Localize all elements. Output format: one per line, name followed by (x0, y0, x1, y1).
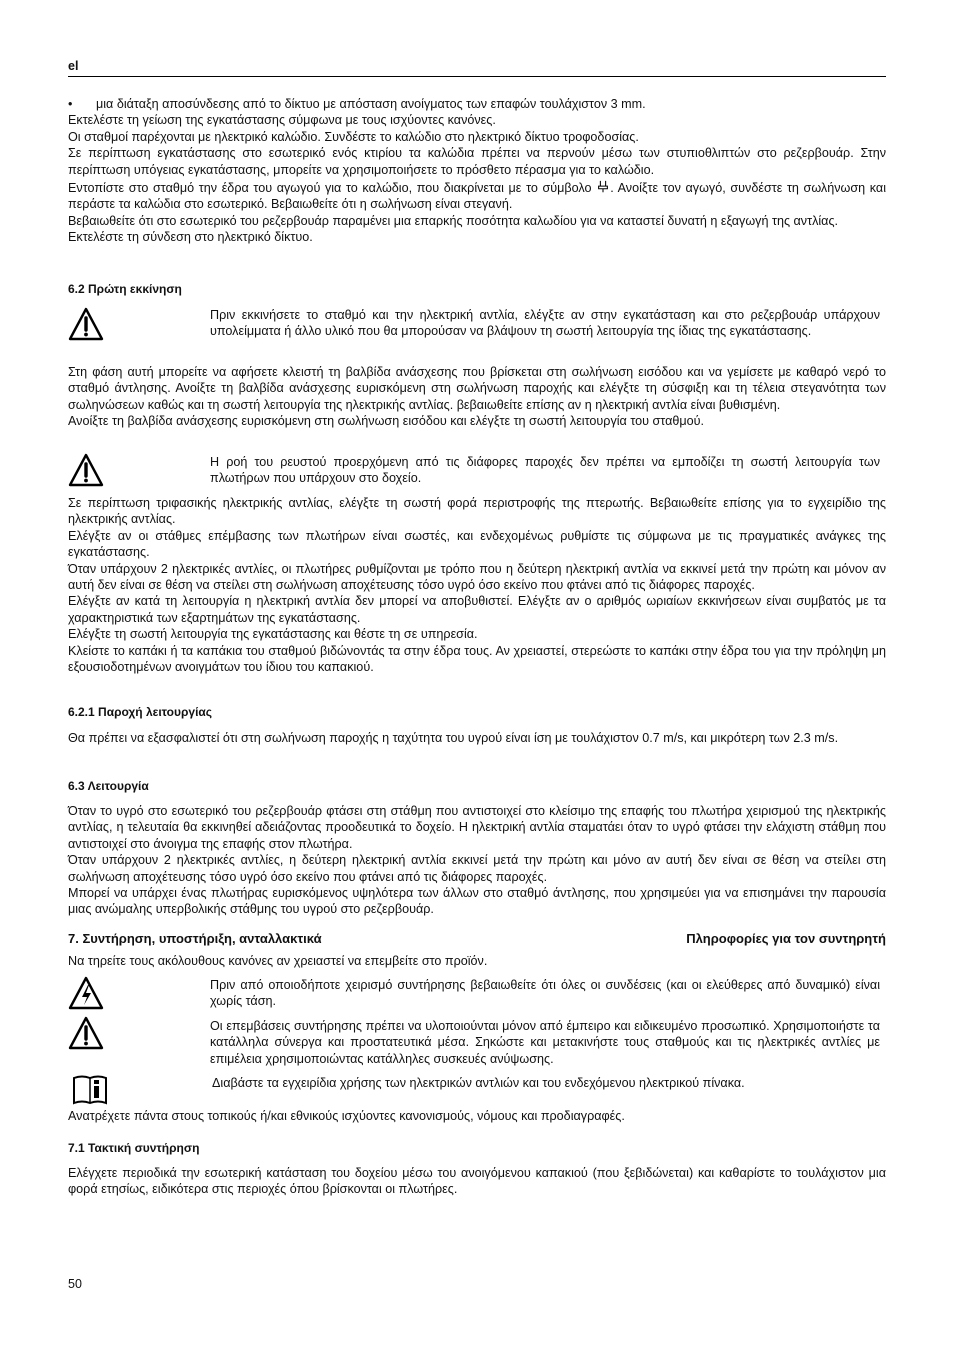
section-body (68, 730, 886, 746)
paragraph: Ελέγξτε αν κατά τη λειτουργία η ηλεκτρική αντλία δεν μπορεί να αποβυθιστεί. Ελέγξτε αν ο αριθμός ωριαίων εκκινήσεων είναι συμβατός με τα χαρακτηριστικά των εξαρτημάτων της εγκατάστασης. (68, 594, 886, 625)
section-heading (68, 704, 886, 720)
paragraph: Όταν το υγρό στο εσωτερικό του ρεζερβουάρ φτάσει στη στάθμη που αντιστοιχεί στο κλείσιμο της επαφής του πλωτήρα χειρισμού της ηλεκτρικής αντλίας, η τελευταία θα εκκινηθεί αδειάζοντας προοδευτικά το δοχείο. Η ηλεκτρική αντλία σταματάει όταν το υγρό φτάσει την ελάχιστη στάθμη που αντιστοιχεί στο άνοιγμα της επαφής στον πλωτήρα. (68, 804, 886, 851)
paragraph: Σε περίπτωση τριφασικής ηλεκτρικής αντλίας, ελέγξτε τη σωστή φορά περιστροφής της πτερωτής. Βεβαιωθείτε επίσης για το εγχειρίδιο της ηλεκτρικής αντλίας. (68, 496, 886, 527)
list-item: • μια διάταξη αποσύνδεσης από το δίκτυο με απόσταση ανοίγματος των επαφών τουλάχιστον 3 mm. (68, 97, 646, 111)
intro-section (68, 96, 886, 246)
paragraph: Να τηρείτε τους ακόλουθους κανόνες αν χρειαστεί να επεμβείτε στο προϊόν. (68, 954, 488, 968)
cable-conduit-icon (596, 180, 610, 194)
paragraph: Μπορεί να υπάρχει ένας πλωτήρας ευρισκόμενος υψηλότερα των άλλων στο σταθμό άντλησης, που χρησιμεύει για να επισημάνει την παρουσία μιας ανώμαλης υπερβολικής στάθμης του υγρού στο ρεζερβουάρ. (68, 886, 886, 917)
section-title-7-1: 7.1 Τακτική συντήρηση (68, 1141, 200, 1155)
info-block (68, 1074, 886, 1106)
paragraph: Εκτελέστε τη γείωση της εγκατάστασης σύμφωνα με τους ισχύοντες κανόνες. (68, 113, 496, 128)
paragraph: Θα πρέπει να εξασφαλιστεί ότι στη σωλήνωση παροχής η ταχύτητα του υγρού είναι ίση με τουλάχιστον 0.7 m/s, και μικρότερη των 2.3 m/s. (68, 731, 839, 745)
bullet-text: μια διάταξη αποσύνδεσης από το δίκτυο με απόσταση ανοίγματος των επαφών τουλάχιστον 3 mm. (96, 97, 646, 111)
paragraph: Ανατρέχετε πάντα στους τοπικούς ή/και εθνικούς ισχύοντες κανονισμούς, νόμους και προδιαγραφές. (68, 1109, 625, 1123)
header-rule (68, 76, 886, 77)
paragraph: Βεβαιωθείτε ότι στο εσωτερικό του ρεζερβουάρ παραμένει μια επαρκής ποσότητα καλωδίου για να καταστεί δυνατή η εξαγωγή της αντλίας. (68, 213, 839, 228)
warning-triangle-icon (68, 453, 104, 487)
warning-block (68, 453, 886, 489)
section-heading (68, 281, 886, 297)
warning-text: Η ροή του ρευστού προερχόμενη από τις διάφορες παροχές δεν πρέπει να εμποδίζει τη σωστή λειτουργία των πλωτήρων που υπάρχουν στο δοχείο. (210, 455, 880, 486)
section-body (68, 364, 886, 430)
section-body (68, 803, 886, 918)
warning-block (68, 1016, 886, 1068)
paragraph: Ελέγξτε αν οι στάθμες επέμβασης των πλωτήρων είναι σωστές, και ενδεχομένως ρυθμίστε τις σύμφωνα με τις πραγματικές ανάγκες της εγκατάστασης. (68, 528, 886, 560)
manual-info-icon (72, 1074, 108, 1106)
paragraph: Σε περίπτωση εγκατάστασης στο εσωτερικό ενός κτιρίου τα καλώδια πρέπει να περνούν μέσω των στυπιοθλιπτών στο ρεζερβουάρ. Στην περίπτωση υπόγειας εγκατάστασης, μπορείτε να χρησιμοποιήσετε το πρόσθετο πέρασμα για το καλώδιο. (68, 146, 886, 177)
chapter-title: 7. Συντήρηση, υποστήριξη, ανταλλακτικά (68, 931, 322, 946)
warning-triangle-icon (68, 1016, 104, 1050)
paragraph: Οι σταθμοί παρέχονται με ηλεκτρικό καλώδιο. Συνδέστε το καλώδιο στο ηλεκτρικό δίκτυο τροφοδοσίας. (68, 129, 639, 144)
paragraph: Κλείστε το καπάκι ή τα καπάκια του σταθμού βιδώνοντάς τα στην έδρα τους. Αν χρειαστεί, στερεώστε το καπάκι στην έδρα του για την πρόληψη μη εξουσιοδοτημένων ανοιγμάτων του ίδιου του καπακιού. (68, 643, 886, 675)
section-body (68, 1165, 886, 1198)
paragraph: Στη φάση αυτή μπορείτε να αφήσετε κλειστή τη βαλβίδα ανάσχεσης που βρίσκεται στη σωλήνωση εισόδου και να γεμίσετε με καθαρό νερό το σταθμό άντλησης. Ανοίξτε τη βαλβίδα ανάσχεσης ευρισκόμενη στη σωλήνωση παροχής και ελέγξτε τη σύσφιξη και τη τέλεια στεγανότητα των σωληνώσεων καθώς και τη σωστή λειτουργία της ηλεκτρικής αντλίας. βεβαιωθείτε επίσης αν η ηλεκτρική αντλία είναι βυθισμένη. (68, 365, 886, 412)
section-title-6-2-1: 6.2.1 Παροχή λειτουργίας (68, 705, 213, 719)
section-body (68, 495, 886, 675)
section-heading (68, 1140, 886, 1156)
warning-text: Πριν εκκινήσετε το σταθμό και την ηλεκτρική αντλία, ελέγξτε αν στην εγκατάσταση και στο ρεζερβουάρ υπάρχουν υπολείμματα ή άλλο υλικό που θα μπορούσαν να βλάψουν τη σωστή λειτουργία της ίδιας της εγκατάστασης. (210, 308, 880, 339)
page-number: 50 (68, 1277, 82, 1291)
warning-text: Πριν από οποιοδήποτε χειρισμό συντήρησης βεβαιωθείτε ότι όλες οι συνδέσεις (και οι ελεύθερες από δυναμικό) είναι χωρίς τάση. (210, 978, 880, 1009)
info-text: Διαβάστε τα εγχειρίδια χρήσης των ηλεκτρικών αντλιών και του ενδεχόμενου ηλεκτρικού πίνακα. (212, 1076, 745, 1090)
language-code: el (68, 59, 79, 73)
paragraph: Εντοπίστε στο σταθμό την έδρα του αγωγού για το καλώδιο, που διακρίνεται με το σύμβολο . Ανοίξτε τον αγωγό, συνδέστε τη σωλήνωση και περάστε τα καλώδια στο εσωτερικό. Βεβαιωθείτε ότι η σωλήνωση είναι στεγανή. (68, 181, 886, 212)
chapter-audience: Πληροφορίες για τον συντηρητή (686, 931, 886, 946)
warning-triangle-icon (68, 307, 104, 341)
electrical-hazard-icon (68, 976, 104, 1010)
chapter-heading (68, 931, 886, 947)
section-body (68, 1108, 886, 1124)
paragraph: Ανοίξτε τη βαλβίδα ανάσχεσης ευρισκόμενη στη σωλήνωση εισόδου και ελέγξτε τη σωστή λειτουργία του σταθμού. (68, 414, 705, 429)
electrical-warning-block (68, 976, 886, 1012)
warning-text: Οι επεμβάσεις συντήρησης πρέπει να υλοποιούνται μόνον από έμπειρο και ειδικευμένο προσωπικό. Χρησιμοποιήστε τα κατάλληλα σύνεργα και προστατευτικά μέσα. Σηκώστε και μετακινήστε τους σταθμούς και τις ηλεκτρικές αντλίες με επιμέλεια χρησιμοποιώντας κατάλληλες συσκευές ανύψωσης. (210, 1019, 880, 1066)
warning-block (68, 307, 886, 359)
section-heading (68, 778, 886, 794)
paragraph: Όταν υπάρχουν 2 ηλεκτρικές αντλίες, η δεύτερη ηλεκτρική αντλία εκκινεί μετά την πρώτη και μόνο αν αυτή δεν είναι σε θέση να στείλει στη σωλήνωση αποχέτευσης τόσο υγρό όσο εκείνο που φτάνει από τις διάφορες παροχές. (68, 853, 886, 884)
paragraph: Ελέγξτε τη σωστή λειτουργία της εγκατάστασης και θέστε τη σε υπηρεσία. (68, 627, 478, 642)
paragraph: Εκτελέστε τη σύνδεση στο ηλεκτρικό δίκτυο. (68, 230, 313, 245)
section-body (68, 953, 886, 969)
paragraph: Ελέγχετε περιοδικά την εσωτερική κατάσταση του δοχείου μέσω του ανοιγόμενου καπακιού (που ξεβιδώνεται) και καθαρίστε το τουλάχιστον μια φορά ετησίως, ειδικότερα στις περιοχές όπου βρίσκονται οι πλωτήρες. (68, 1166, 886, 1197)
section-title-6-3: 6.3 Λειτουργία (68, 779, 149, 793)
section-title-6-2: 6.2 Πρώτη εκκίνηση (68, 282, 182, 296)
paragraph: Όταν υπάρχουν 2 ηλεκτρικές αντλίες, οι πλωτήρες ρυθμίζονται με τρόπο που η δεύτερη ηλεκτρική αντλία να εκκινεί μετά την πρώτη και μόνον αν αυτή δεν είναι σε θέση να στείλει στη σωλήνωση αποχέτευσης τόσο υγρό όσο εκείνο που φτάνει από τις διάφορες παροχές. (68, 561, 886, 593)
